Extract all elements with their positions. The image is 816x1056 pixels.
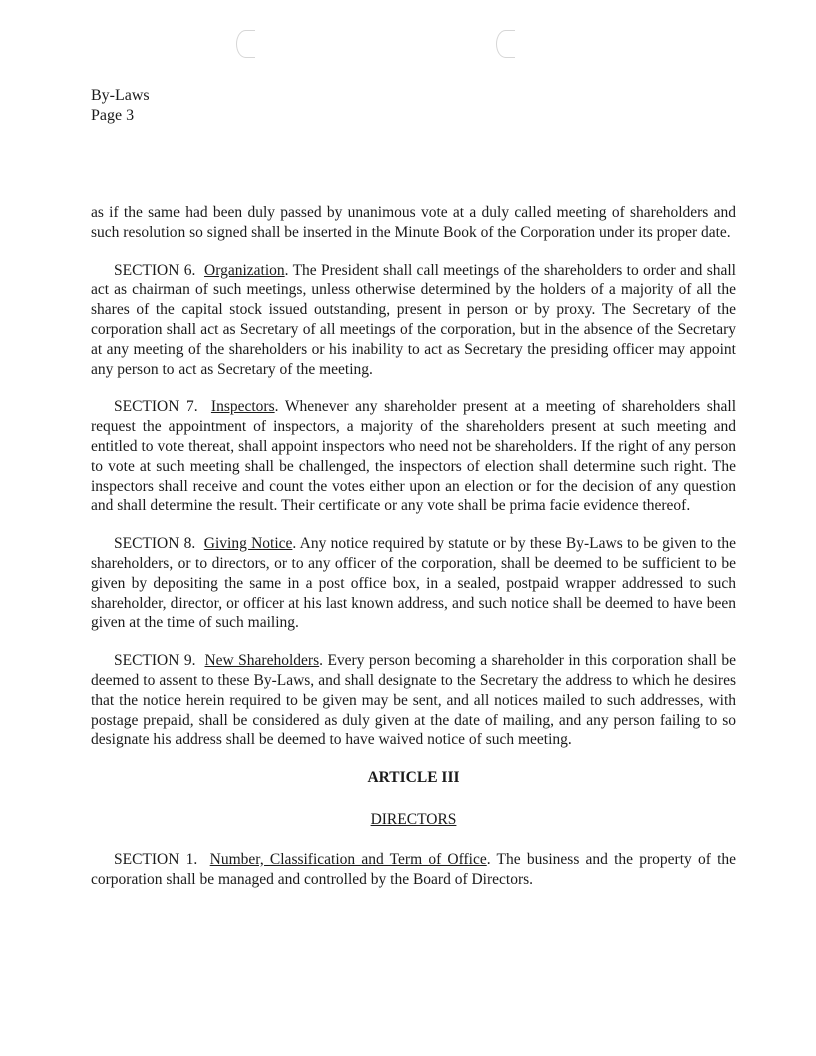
header-page-number: Page 3	[91, 107, 135, 124]
article-section-1-paragraph	[91, 850, 736, 890]
section-number: SECTION 7.	[114, 398, 198, 416]
section-number: SECTION 9.	[114, 652, 196, 670]
section-6-paragraph	[91, 261, 736, 380]
section-title: Inspectors	[210, 398, 275, 416]
section-text: . Any notice required by statute or by these By-Laws to be given to the shareholders, or to directors, or to any officer of the corporation, shall be deemed to be sufficient to be given by depositing the same in a post office box, in a sealed, postpaid wrapper addressed to such shareholder, director, or officer at his last known address, and such notice shall be deemed to have been given at the time of such mailing.	[91, 535, 737, 632]
document-body	[91, 203, 736, 907]
section-8-paragraph	[91, 534, 736, 633]
section-number: SECTION 1.	[114, 850, 198, 868]
section-number: SECTION 6.	[114, 261, 196, 279]
section-7-paragraph	[91, 397, 736, 516]
section-title: Organization	[204, 261, 285, 279]
section-text: . Every person becoming a shareholder in this corporation shall be deemed to assent to these By-Laws, and shall designate to the Secretary the address to which he desires that the notice herein required to be given may be sent, and all notices mailed to such addresses, with postage prepaid, shall be considered as duly given at the date of mailing, and any person failing to so designate his address shall be deemed to have waived notice of such meeting.	[91, 652, 736, 749]
section-text: . The President shall call meetings of the shareholders to order and shall act as chairman of such meetings, unless otherwise determined by the holders of a majority of all the shares of the capital stock issued outstanding, present in person or by proxy. The Secretary of the corporation shall act as Secretary of all meetings of the corporation, but in the absence of the Secretary at any meeting of the shareholders or his inability to act as Secretary the presiding officer may appoint any person to act as Secretary of the meeting.	[91, 261, 736, 378]
continuation-paragraph: as if the same had been duly passed by unanimous vote at a duly called meeting of shareholders and such resolution so signed shall be inserted in the Minute Book of the Corporation under its proper date.	[91, 204, 736, 241]
section-text: . The business and the property of the corporation shall be managed and controlled by the Board of Directors.	[91, 850, 737, 888]
section-title: New Shareholders	[204, 652, 320, 670]
punch-hole-mark	[496, 30, 515, 58]
header-title: By-Laws	[91, 87, 150, 104]
article-subtitle	[91, 810, 736, 830]
section-title: Number, Classification and Term of Office	[209, 850, 487, 868]
punch-hole-mark	[236, 30, 255, 58]
page-header	[91, 86, 150, 126]
section-text: . Whenever any shareholder present at a meeting of shareholders shall request the appointment of inspectors, a majority of the shareholders present at such meeting and entitled to vote thereat, shall appoint inspectors who need not be shareholders. If the right of any person to vote at such meeting shall be challenged, the inspectors of election shall determine such right. The inspectors shall receive and count the votes either upon an election or for the decision of any question and shall determine the result. Their certificate or any vote shall be prima facie evidence thereof.	[91, 398, 736, 515]
article-subtitle-text: DIRECTORS	[370, 810, 457, 828]
section-9-paragraph	[91, 651, 736, 750]
section-title: Giving Notice	[203, 535, 293, 553]
section-number: SECTION 8.	[114, 535, 196, 553]
article-title: ARTICLE III	[367, 769, 460, 787]
